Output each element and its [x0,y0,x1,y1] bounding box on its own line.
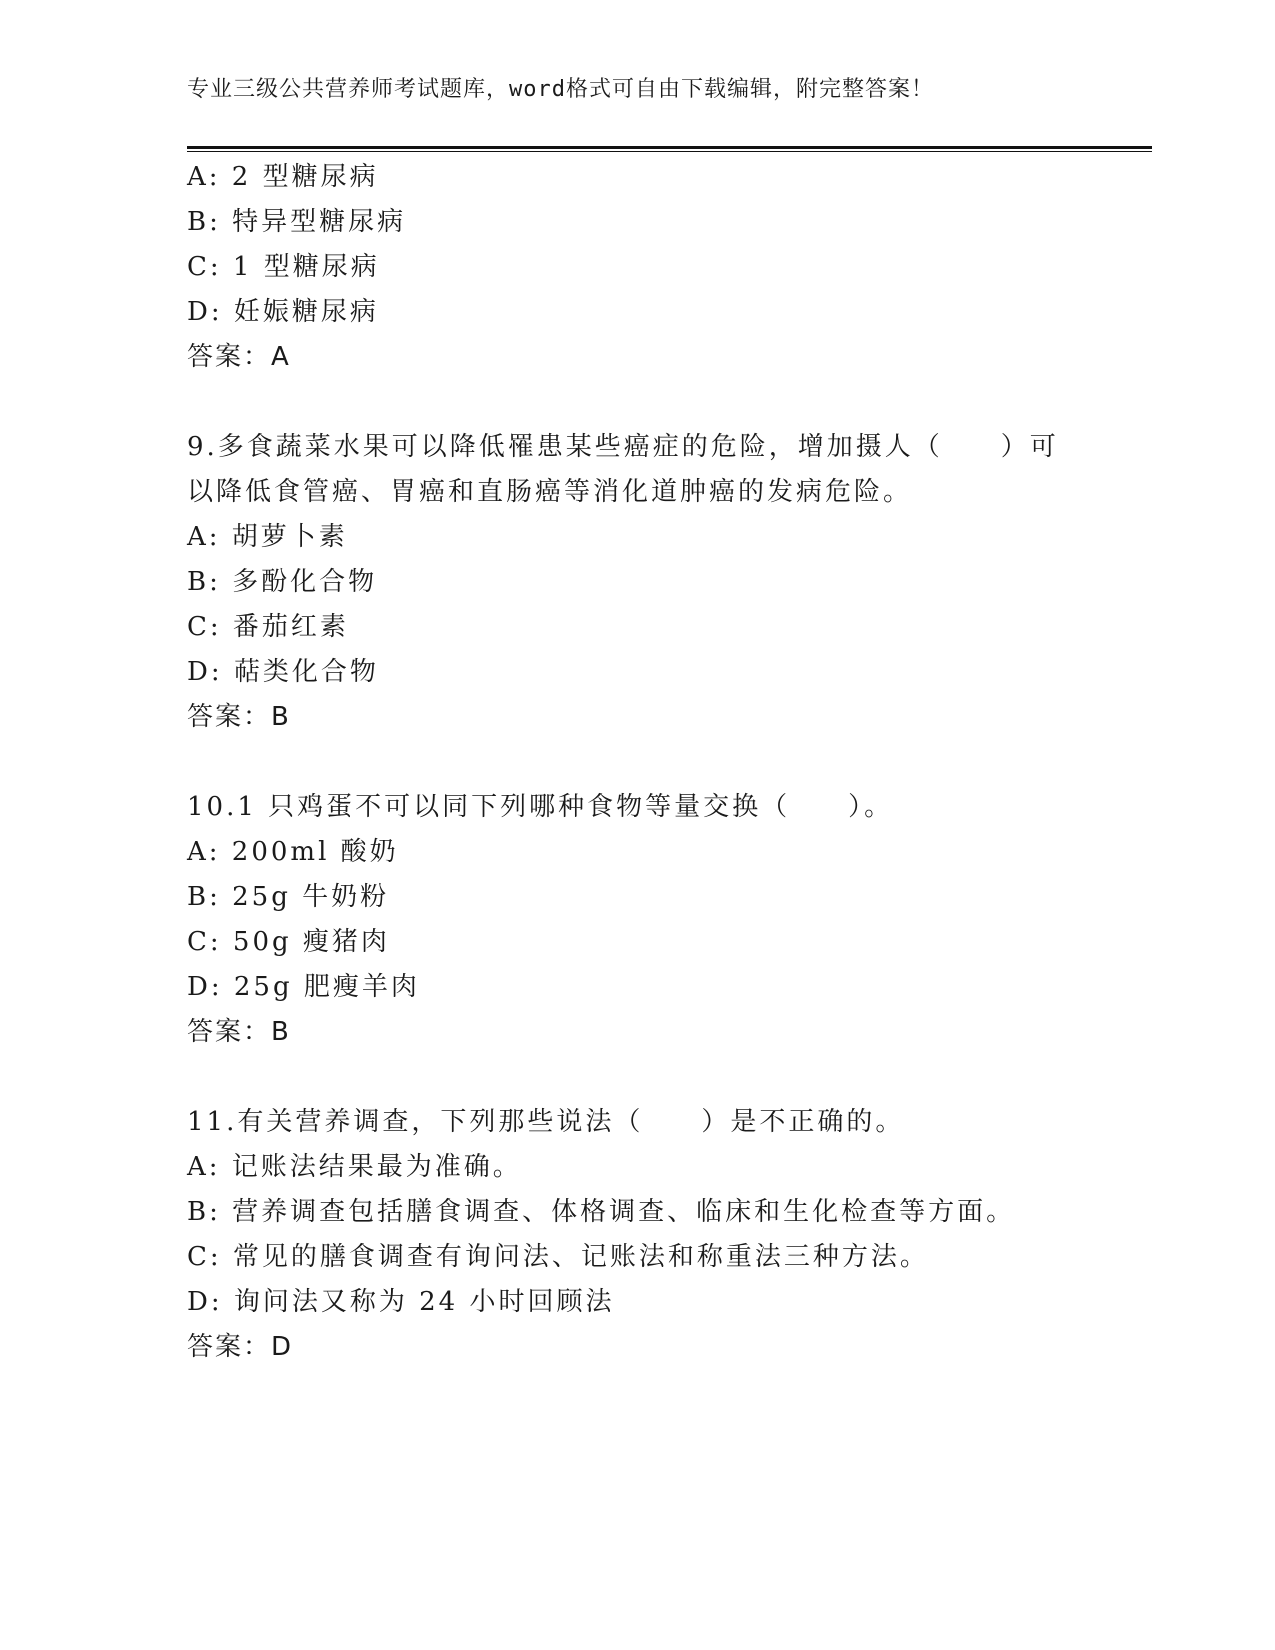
q9-option-b: B: 多酚化合物 [187,567,378,597]
q10-option-d: D: 25g 肥瘦羊肉 [187,972,420,1002]
q10-option-b: B: 25g 牛奶粉 [187,882,390,912]
q8-option-a: A: 2 型糖尿病 [187,162,379,192]
q11-option-c: C: 常见的膳食调查有询问法、记账法和称重法三种方法。 [187,1242,929,1272]
q8-option-d: D: 妊娠糖尿病 [187,297,379,327]
q8-answer: 答案：A [187,342,291,372]
header-divider-thin [187,151,1152,152]
q11-option-b: B: 营养调查包括膳食调查、体格调查、临床和生化检查等方面。 [187,1197,1016,1227]
q9-option-a: A: 胡萝卜素 [187,522,348,552]
q11-stem: 11.有关营养调查，下列那些说法（ ）是不正确的。 [187,1107,905,1137]
q10-stem: 10.1 只鸡蛋不可以同下列哪种食物等量交换（ ）。 [187,792,894,822]
q8-option-c: C: 1 型糖尿病 [187,252,380,282]
q10-answer: 答案：B [187,1017,291,1047]
q10-option-a: A: 200ml 酸奶 [187,837,399,867]
q10-option-c: C: 50g 瘦猪肉 [187,927,390,957]
q9-stem-line1: 9.多食蔬菜水果可以降低罹患某些癌症的危险，增加摄人（ ）可 [187,432,1059,462]
q11-option-a: A: 记账法结果最为准确。 [187,1152,522,1182]
page-header: 专业三级公共营养师考试题库，word格式可自由下载编辑，附完整答案！ [187,77,934,102]
q8-option-b: B: 特异型糖尿病 [187,207,407,237]
q9-option-d: D: 萜类化合物 [187,657,379,687]
q11-option-d: D: 询问法又称为 24 小时回顾法 [187,1287,615,1317]
q9-option-c: C: 番茄红素 [187,612,349,642]
q9-answer: 答案：B [187,702,291,732]
q11-answer: 答案：D [187,1332,294,1362]
header-divider [187,146,1152,149]
q9-stem-line2: 以降低食管癌、胃癌和直肠癌等消化道肿癌的发病危险。 [187,477,913,507]
